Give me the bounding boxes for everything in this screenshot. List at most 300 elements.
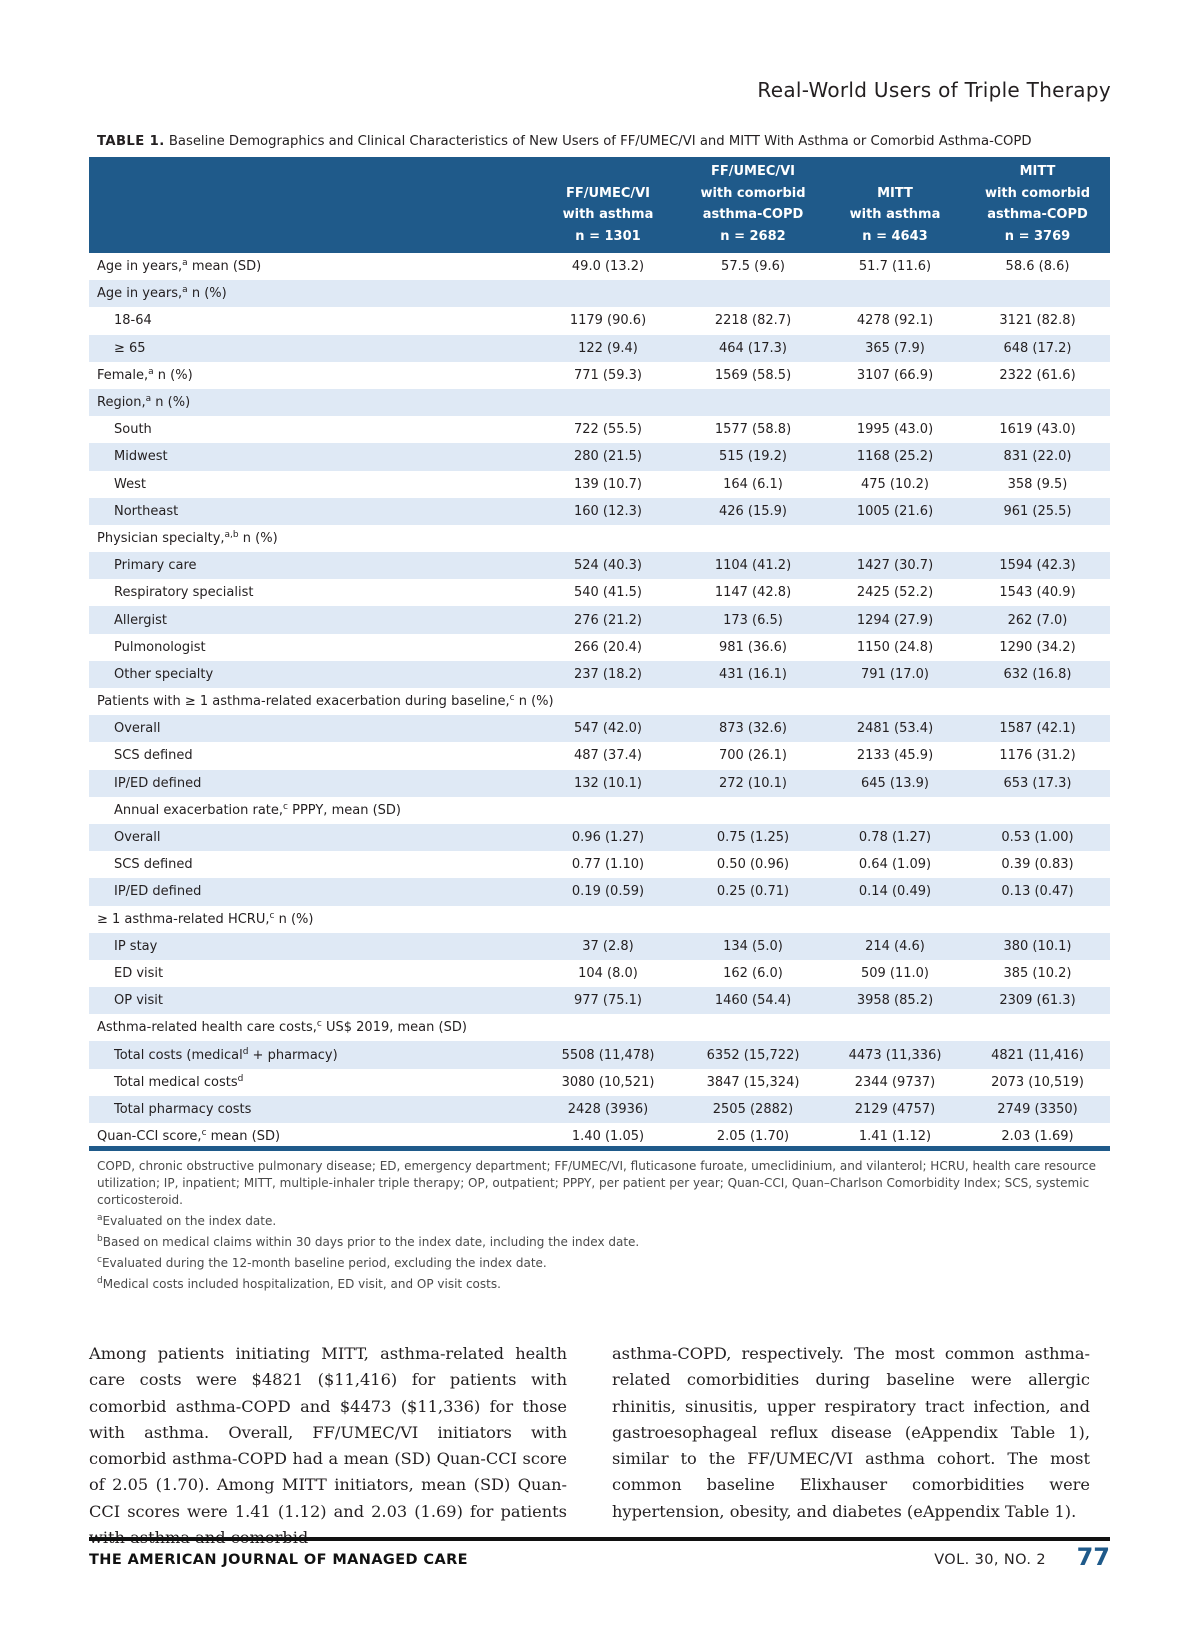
cell-value — [535, 797, 681, 824]
cell-value — [965, 797, 1110, 824]
row-label-suffix: n (%) — [187, 286, 227, 302]
cell-value: 1427 (30.7) — [825, 552, 965, 579]
table-row — [89, 933, 1110, 960]
cell-value — [681, 525, 825, 552]
table-row — [89, 715, 1110, 742]
table-row — [89, 634, 1110, 661]
header-line: FF/UMEC/VI — [565, 185, 651, 201]
cell-value: 160 (12.3) — [535, 498, 681, 525]
table-row — [89, 307, 1110, 334]
footnote-item — [97, 1255, 1097, 1272]
cell-value: 3958 (85.2) — [825, 987, 965, 1014]
cell-value: 0.78 (1.27) — [825, 824, 965, 851]
cell-value: 2425 (52.2) — [825, 579, 965, 606]
row-label — [89, 661, 535, 688]
cell-value: 51.7 (11.6) — [825, 253, 965, 280]
footnote-text: Evaluated on the index date. — [102, 1214, 277, 1228]
cell-value — [965, 906, 1110, 933]
row-label-text: 18-64 — [114, 313, 152, 329]
cell-value: 365 (7.9) — [825, 335, 965, 362]
volume-issue: VOL. 30, NO. 2 — [934, 1552, 1046, 1568]
row-label — [89, 851, 535, 878]
cell-value — [825, 525, 965, 552]
cell-value: 431 (16.1) — [681, 661, 825, 688]
cell-value: 6352 (15,722) — [681, 1041, 825, 1068]
footnote-marker: a — [182, 258, 188, 269]
footnote-marker: c — [509, 693, 515, 704]
cell-value: 509 (11.0) — [825, 960, 965, 987]
cell-value: 4821 (11,416) — [965, 1041, 1110, 1068]
footnote-marker: a,b — [224, 529, 239, 540]
row-label-text: ED visit — [114, 965, 164, 981]
footnote-marker: a — [182, 285, 188, 296]
row-label — [89, 742, 535, 769]
row-label — [89, 933, 535, 960]
cell-value: 3080 (10,521) — [535, 1069, 681, 1096]
row-label-text: Age in years, — [97, 286, 183, 302]
row-label — [89, 362, 535, 389]
footnote-item — [97, 1276, 1097, 1293]
table-row — [89, 389, 1110, 416]
cell-value: 49.0 (13.2) — [535, 253, 681, 280]
cell-value: 4278 (92.1) — [825, 307, 965, 334]
row-label-text: SCS defined — [114, 857, 193, 873]
row-label-suffix: mean (SD) — [206, 1129, 281, 1145]
table-footnotes — [97, 1158, 1097, 1297]
row-label-text: IP stay — [114, 938, 158, 954]
cell-value — [681, 906, 825, 933]
table-row — [89, 851, 1110, 878]
cell-value: 214 (4.6) — [825, 933, 965, 960]
table-row — [89, 280, 1110, 307]
cell-value: 524 (40.3) — [535, 552, 681, 579]
header-line — [537, 161, 679, 183]
cell-value: 237 (18.2) — [535, 661, 681, 688]
header-line: MITT — [1019, 164, 1056, 179]
cell-value: 1168 (25.2) — [825, 443, 965, 470]
cell-value — [825, 906, 965, 933]
body-column-right: asthma-COPD, respectively. The most common asthma-related comorbidities during baseline were allergic rhinitis, sinusitis, upper respiratory tract infection, and gastroesophageal reflux disease (eAppendix Table 1), similar to the FF/UMEC/VI asthma cohort. The most common baseline Elixhauser comorbidities were hypertension, obesity, and diabetes (eAppendix Table 1). — [612, 1344, 1090, 1521]
cell-value: 1619 (43.0) — [965, 416, 1110, 443]
cell-value: 873 (32.6) — [681, 715, 825, 742]
page-number: 77 — [1076, 1543, 1110, 1571]
table-caption — [97, 134, 1032, 149]
table-row — [89, 1069, 1110, 1096]
table-row — [89, 443, 1110, 470]
cell-value — [825, 1014, 965, 1041]
cell-value: 2133 (45.9) — [825, 742, 965, 769]
cell-value: 632 (16.8) — [965, 661, 1110, 688]
body-column-left: Among patients initiating MITT, asthma-related health care costs were $4821 ($11,416) for patients with comorbid asthma-COPD and $4473 ($11,336) for those with asthma. Overall, FF/UMEC/VI initiators with comorbid asthma-COPD had a mean (SD) Quan-CCI score of 2.05 (1.70). Among MITT initiators, mean (SD) Quan-CCI scores were 1.41 (1.12) and 2.03 (1.69) for patients — [89, 1344, 567, 1521]
cell-value: 977 (75.1) — [535, 987, 681, 1014]
demographics-table — [89, 157, 1110, 1150]
footnote-mark: a — [97, 1213, 103, 1223]
table-row — [89, 797, 1110, 824]
table-row — [89, 987, 1110, 1014]
table-bottom-rule — [89, 1146, 1110, 1151]
row-label-text: Total costs (medical — [114, 1047, 243, 1063]
cell-value: 1294 (27.9) — [825, 606, 965, 633]
row-label — [89, 307, 535, 334]
cell-value: 2505 (2882) — [681, 1096, 825, 1123]
row-label-suffix: n (%) — [238, 530, 278, 546]
table-row — [89, 1096, 1110, 1123]
row-label-suffix: mean (SD) — [187, 259, 262, 275]
cell-value: 981 (36.6) — [681, 634, 825, 661]
cell-value: 0.53 (1.00) — [965, 824, 1110, 851]
cell-value: 2.03 (1.69) — [965, 1123, 1110, 1150]
row-label-text: Total pharmacy costs — [114, 1101, 252, 1117]
row-label-text: Total medical costs — [114, 1074, 238, 1090]
footnote-abbreviations: COPD, chronic obstructive pulmonary disease; ED, emergency department; FF/UMEC/VI, fluticasone furoate, umeclidinium, and vilanterol; HCRU, health care resource utilization; IP, inpatient; MITT, multiple-inhaler triple therapy; OP, outpatient; PPPY, per patient per year; Quan-CCI, Quan–Charlson Comorbidity Index; SCS, systemic corticosteroid. — [97, 1159, 1096, 1207]
cell-value: 3121 (82.8) — [965, 307, 1110, 334]
cell-value — [681, 389, 825, 416]
cell-value — [535, 280, 681, 307]
cell-value: 540 (41.5) — [535, 579, 681, 606]
table-row — [89, 661, 1110, 688]
row-label — [89, 688, 554, 715]
table-caption-text: Baseline Demographics and Clinical Characteristics of New Users of FF/UMEC/VI and MITT With Asthma or Comorbid Asthma-COPD — [164, 134, 1032, 149]
footnote-mark: d — [97, 1276, 103, 1286]
table-row — [89, 1014, 1110, 1041]
cell-value: 1005 (21.6) — [825, 498, 965, 525]
cell-value: 0.19 (0.59) — [535, 878, 681, 905]
row-label-text: Asthma-related health care costs, — [97, 1020, 317, 1036]
row-label — [89, 960, 535, 987]
footnote-marker: c — [269, 910, 275, 921]
cell-value: 0.75 (1.25) — [681, 824, 825, 851]
row-label-suffix: n (%) — [153, 367, 193, 383]
cell-value: 2344 (9737) — [825, 1069, 965, 1096]
table-header-row — [89, 157, 1110, 253]
header-line: MITT — [877, 185, 913, 201]
row-label — [89, 606, 535, 633]
header-line: with comorbid — [984, 185, 1091, 201]
cell-value: 831 (22.0) — [965, 443, 1110, 470]
cell-value: 1577 (58.8) — [681, 416, 825, 443]
table-label: TABLE 1. — [97, 134, 165, 149]
cell-value: 0.64 (1.09) — [825, 851, 965, 878]
header-cell-col-4 — [965, 157, 1110, 253]
row-label-text: IP/ED defined — [114, 775, 202, 791]
cell-value: 0.39 (0.83) — [965, 851, 1110, 878]
row-label — [89, 443, 535, 470]
cell-value: 0.77 (1.10) — [535, 851, 681, 878]
row-label-text: Pulmonologist — [114, 639, 206, 655]
cell-value — [965, 280, 1110, 307]
table-row — [89, 253, 1110, 280]
cell-value — [681, 688, 825, 715]
cell-value — [825, 280, 965, 307]
row-label-text: ≥ 1 asthma-related HCRU, — [97, 911, 270, 927]
row-label — [89, 471, 535, 498]
cell-value: 5508 (11,478) — [535, 1041, 681, 1068]
table-row — [89, 824, 1110, 851]
cell-value: 162 (6.0) — [681, 960, 825, 987]
header-line: n = 1301 — [575, 228, 641, 244]
row-label-text: Female, — [97, 367, 149, 383]
cell-value: 2129 (4757) — [825, 1096, 965, 1123]
cell-value — [965, 525, 1110, 552]
row-label-text: OP visit — [114, 993, 163, 1009]
header-line: n = 4643 — [862, 228, 928, 244]
cell-value — [825, 797, 965, 824]
cell-value: 464 (17.3) — [681, 335, 825, 362]
footnote-item — [97, 1234, 1097, 1251]
row-label — [89, 797, 535, 824]
cell-value: 1543 (40.9) — [965, 579, 1110, 606]
row-label — [89, 335, 535, 362]
cell-value: 2481 (53.4) — [825, 715, 965, 742]
row-label-suffix: n (%) — [514, 694, 554, 710]
row-label-text: Annual exacerbation rate, — [114, 802, 284, 818]
table-row — [89, 1041, 1110, 1068]
cell-value — [965, 389, 1110, 416]
header-line: with comorbid — [700, 185, 806, 201]
cell-value: 1460 (54.4) — [681, 987, 825, 1014]
cell-value: 2322 (61.6) — [965, 362, 1110, 389]
table-row — [89, 579, 1110, 606]
row-label-text: Northeast — [114, 503, 179, 519]
row-label — [89, 416, 535, 443]
cell-value — [535, 688, 681, 715]
footnote-marker: c — [201, 1128, 207, 1139]
cell-value — [965, 1014, 1110, 1041]
cell-value: 2749 (3350) — [965, 1096, 1110, 1123]
row-label — [89, 634, 535, 661]
cell-value: 1.41 (1.12) — [825, 1123, 965, 1150]
cell-value: 266 (20.4) — [535, 634, 681, 661]
cell-value: 58.6 (8.6) — [965, 253, 1110, 280]
footnote-mark: b — [97, 1234, 103, 1244]
cell-value: 122 (9.4) — [535, 335, 681, 362]
cell-value: 0.50 (0.96) — [681, 851, 825, 878]
cell-value: 37 (2.8) — [535, 933, 681, 960]
cell-value: 791 (17.0) — [825, 661, 965, 688]
row-label-text: SCS defined — [114, 748, 193, 764]
cell-value: 700 (26.1) — [681, 742, 825, 769]
table-row — [89, 906, 1110, 933]
cell-value: 134 (5.0) — [681, 933, 825, 960]
cell-value: 164 (6.1) — [681, 471, 825, 498]
row-label-text: Overall — [114, 830, 161, 846]
header-line: n = 2682 — [720, 228, 786, 244]
table-row — [89, 742, 1110, 769]
row-label — [89, 878, 535, 905]
row-label — [89, 253, 535, 280]
row-label-text: Physician specialty, — [97, 530, 225, 546]
cell-value: 1104 (41.2) — [681, 552, 825, 579]
header-line: with asthma — [849, 207, 941, 222]
row-label-suffix: n (%) — [274, 911, 314, 927]
cell-value — [535, 1014, 681, 1041]
footnote-item — [97, 1213, 1097, 1230]
row-label-text: IP/ED defined — [114, 884, 202, 900]
row-label-text: Allergist — [114, 612, 167, 628]
row-label-suffix: PPPY, mean (SD) — [288, 802, 401, 818]
table-row — [89, 335, 1110, 362]
running-head: Real-World Users of Triple Therapy — [757, 78, 1111, 102]
table-row — [89, 606, 1110, 633]
table-row — [89, 362, 1110, 389]
cell-value: 2.05 (1.70) — [681, 1123, 825, 1150]
header-cell-label — [89, 157, 535, 253]
footnote-marker: a — [148, 366, 154, 377]
cell-value: 104 (8.0) — [535, 960, 681, 987]
row-label — [89, 498, 535, 525]
cell-value: 475 (10.2) — [825, 471, 965, 498]
cell-value: 1587 (42.1) — [965, 715, 1110, 742]
row-label-text: South — [114, 422, 152, 438]
row-label — [89, 1014, 535, 1041]
cell-value: 4473 (11,336) — [825, 1041, 965, 1068]
cell-value: 547 (42.0) — [535, 715, 681, 742]
header-line: asthma-COPD — [987, 207, 1088, 222]
cell-value: 0.25 (0.71) — [681, 878, 825, 905]
table-row — [89, 688, 1110, 715]
header-cell-col-2 — [681, 157, 825, 253]
row-label — [89, 770, 535, 797]
header-line: n = 3769 — [1004, 228, 1071, 244]
cell-value: 57.5 (9.6) — [681, 253, 825, 280]
cell-value: 2309 (61.3) — [965, 987, 1110, 1014]
cell-value: 426 (15.9) — [681, 498, 825, 525]
row-label — [89, 552, 535, 579]
row-label — [89, 824, 535, 851]
table-body — [89, 253, 1110, 1150]
cell-value: 1.40 (1.05) — [535, 1123, 681, 1150]
cell-value — [825, 688, 965, 715]
footnote-marker: d — [242, 1046, 249, 1057]
cell-value: 1569 (58.5) — [681, 362, 825, 389]
footnote-marker: c — [283, 801, 288, 812]
header-line: FF/UMEC/VI — [710, 164, 796, 179]
cell-value — [965, 688, 1110, 715]
cell-value: 2218 (82.7) — [681, 307, 825, 334]
table-row — [89, 498, 1110, 525]
row-label — [89, 579, 535, 606]
cell-value: 3847 (15,324) — [681, 1069, 825, 1096]
row-label — [89, 1041, 535, 1068]
row-label-text: Patients with ≥ 1 asthma-related exacerbation during baseline, — [97, 694, 510, 710]
row-label — [89, 389, 535, 416]
table-row — [89, 471, 1110, 498]
cell-value: 1176 (31.2) — [965, 742, 1110, 769]
header-line — [827, 161, 963, 183]
row-label-text: ≥ 65 — [114, 340, 146, 356]
row-label-text: Midwest — [114, 449, 168, 465]
table-row — [89, 878, 1110, 905]
cell-value: 1290 (34.2) — [965, 634, 1110, 661]
cell-value: 648 (17.2) — [965, 335, 1110, 362]
row-label-suffix: + pharmacy) — [248, 1047, 338, 1063]
cell-value: 961 (25.5) — [965, 498, 1110, 525]
cell-value: 0.14 (0.49) — [825, 878, 965, 905]
cell-value: 1594 (42.3) — [965, 552, 1110, 579]
cell-value: 385 (10.2) — [965, 960, 1110, 987]
cell-value: 1995 (43.0) — [825, 416, 965, 443]
row-label-suffix: US$ 2019, mean (SD) — [321, 1020, 467, 1036]
footnote-list — [97, 1213, 1097, 1293]
row-label — [89, 1096, 535, 1123]
cell-value — [681, 1014, 825, 1041]
footnote-text: Based on medical claims within 30 days prior to the index date, including the index date. — [102, 1235, 640, 1249]
footnote-text: Medical costs included hospitalization, ED visit, and OP visit costs. — [102, 1277, 501, 1291]
cell-value — [681, 797, 825, 824]
cell-value: 358 (9.5) — [965, 471, 1110, 498]
row-label-text: Quan-CCI score, — [97, 1129, 202, 1145]
row-label — [89, 715, 535, 742]
row-label — [89, 280, 535, 307]
footnote-mark: c — [97, 1255, 102, 1265]
header-cell-col-1 — [535, 157, 681, 253]
cell-value — [825, 389, 965, 416]
cell-value — [681, 280, 825, 307]
header-cell-col-3 — [825, 157, 965, 253]
header-line: asthma-COPD — [702, 207, 804, 222]
cell-value: 1179 (90.6) — [535, 307, 681, 334]
cell-value: 771 (59.3) — [535, 362, 681, 389]
cell-value: 1147 (42.8) — [681, 579, 825, 606]
footnote-marker: c — [316, 1019, 322, 1030]
cell-value: 0.13 (0.47) — [965, 878, 1110, 905]
row-label-text: Respiratory specialist — [114, 585, 254, 601]
cell-value: 2073 (10,519) — [965, 1069, 1110, 1096]
cell-value: 139 (10.7) — [535, 471, 681, 498]
row-label-text: Region, — [97, 395, 146, 411]
cell-value — [535, 525, 681, 552]
header-line: with asthma — [562, 207, 654, 222]
table-row — [89, 770, 1110, 797]
row-label — [89, 1069, 535, 1096]
cell-value: 653 (17.3) — [965, 770, 1110, 797]
cell-value: 1150 (24.8) — [825, 634, 965, 661]
cell-value: 645 (13.9) — [825, 770, 965, 797]
row-label — [89, 525, 535, 552]
cell-value: 722 (55.5) — [535, 416, 681, 443]
footnote-text: Evaluated during the 12-month baseline period, excluding the index date. — [101, 1256, 547, 1270]
cell-value: 272 (10.1) — [681, 770, 825, 797]
table-row — [89, 960, 1110, 987]
footnote-marker: a — [145, 394, 152, 405]
row-label-text: Other specialty — [114, 666, 214, 682]
footer-rule — [89, 1537, 1110, 1541]
cell-value: 3107 (66.9) — [825, 362, 965, 389]
cell-value: 487 (37.4) — [535, 742, 681, 769]
cell-value: 173 (6.5) — [681, 606, 825, 633]
table-row — [89, 525, 1110, 552]
cell-value: 276 (21.2) — [535, 606, 681, 633]
cell-value — [535, 906, 681, 933]
cell-value: 132 (10.1) — [535, 770, 681, 797]
cell-value: 0.96 (1.27) — [535, 824, 681, 851]
cell-value: 280 (21.5) — [535, 443, 681, 470]
row-label-text: Overall — [114, 721, 161, 737]
cell-value: 380 (10.1) — [965, 933, 1110, 960]
row-label — [89, 987, 535, 1014]
table-row — [89, 416, 1110, 443]
footnote-marker: d — [237, 1073, 244, 1084]
journal-name: THE AMERICAN JOURNAL OF MANAGED CARE — [89, 1552, 468, 1568]
row-label — [89, 906, 535, 933]
table-row — [89, 552, 1110, 579]
row-label-suffix: n (%) — [151, 395, 191, 411]
cell-value — [535, 389, 681, 416]
cell-value: 262 (7.0) — [965, 606, 1110, 633]
cell-value: 2428 (3936) — [535, 1096, 681, 1123]
row-label-text: Age in years, — [97, 259, 183, 275]
row-label-text: Primary care — [114, 558, 197, 574]
